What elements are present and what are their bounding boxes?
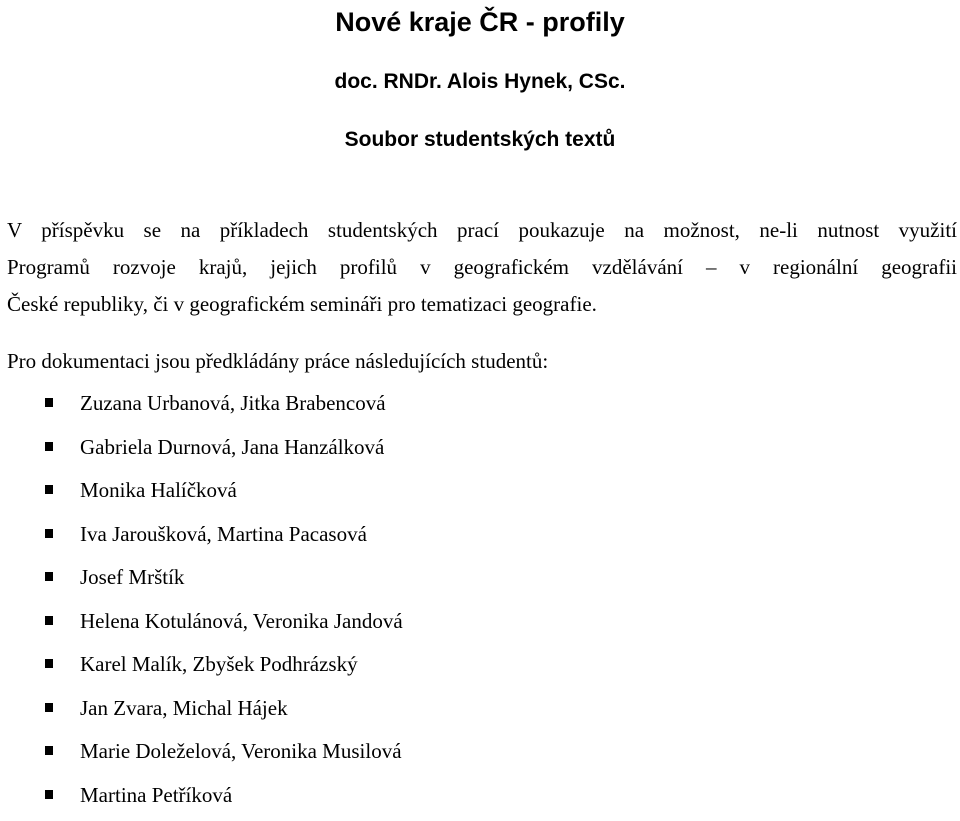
square-bullet-icon xyxy=(45,529,53,538)
student-name: Monika Halíčková xyxy=(80,478,237,502)
square-bullet-icon xyxy=(45,485,53,494)
document-author: doc. RNDr. Alois Hynek, CSc. xyxy=(334,70,626,93)
student-name: Marie Doleželová, Veronika Musilová xyxy=(80,739,402,763)
square-bullet-icon xyxy=(45,659,53,668)
student-name: Martina Petříková xyxy=(80,782,233,807)
intro-line-2: Programů rozvoje krajů, jejich profilů v geografickém vzdělávání – v regionální geografii xyxy=(7,255,957,279)
intro-paragraph xyxy=(7,212,957,323)
square-bullet-icon xyxy=(45,572,53,581)
square-bullet-icon xyxy=(45,442,53,451)
student-name: Karel Malík, Zbyšek Podhrázský xyxy=(80,652,358,676)
student-name: Jan Zvara, Michal Hájek xyxy=(80,695,288,720)
square-bullet-icon xyxy=(45,746,53,755)
square-bullet-icon xyxy=(45,398,53,407)
square-bullet-icon xyxy=(45,790,53,799)
square-bullet-icon xyxy=(45,703,53,712)
square-bullet-icon xyxy=(45,616,53,625)
student-name: Zuzana Urbanová, Jitka Brabencová xyxy=(80,391,386,415)
document-subtitle: Soubor studentských textů xyxy=(344,128,616,151)
student-name: Helena Kotulánová, Veronika Jandová xyxy=(80,608,403,633)
intro-line-3: České republiky, či v geografickém semináři pro tematizaci geografie. xyxy=(7,292,597,316)
student-name: Gabriela Durnová, Jana Hanzálková xyxy=(80,434,385,459)
student-name: Josef Mrštík xyxy=(80,565,185,589)
student-name: Iva Jaroušková, Martina Pacasová xyxy=(80,521,367,546)
document-title: Nové kraje ČR - profily xyxy=(335,7,625,37)
intro-line-1: V příspěvku se na příkladech studentských prací poukazuje na možnost, ne-li nutnost využití xyxy=(7,218,957,242)
students-lead-text: Pro dokumentaci jsou předkládány práce následujících studentů: xyxy=(7,349,549,373)
